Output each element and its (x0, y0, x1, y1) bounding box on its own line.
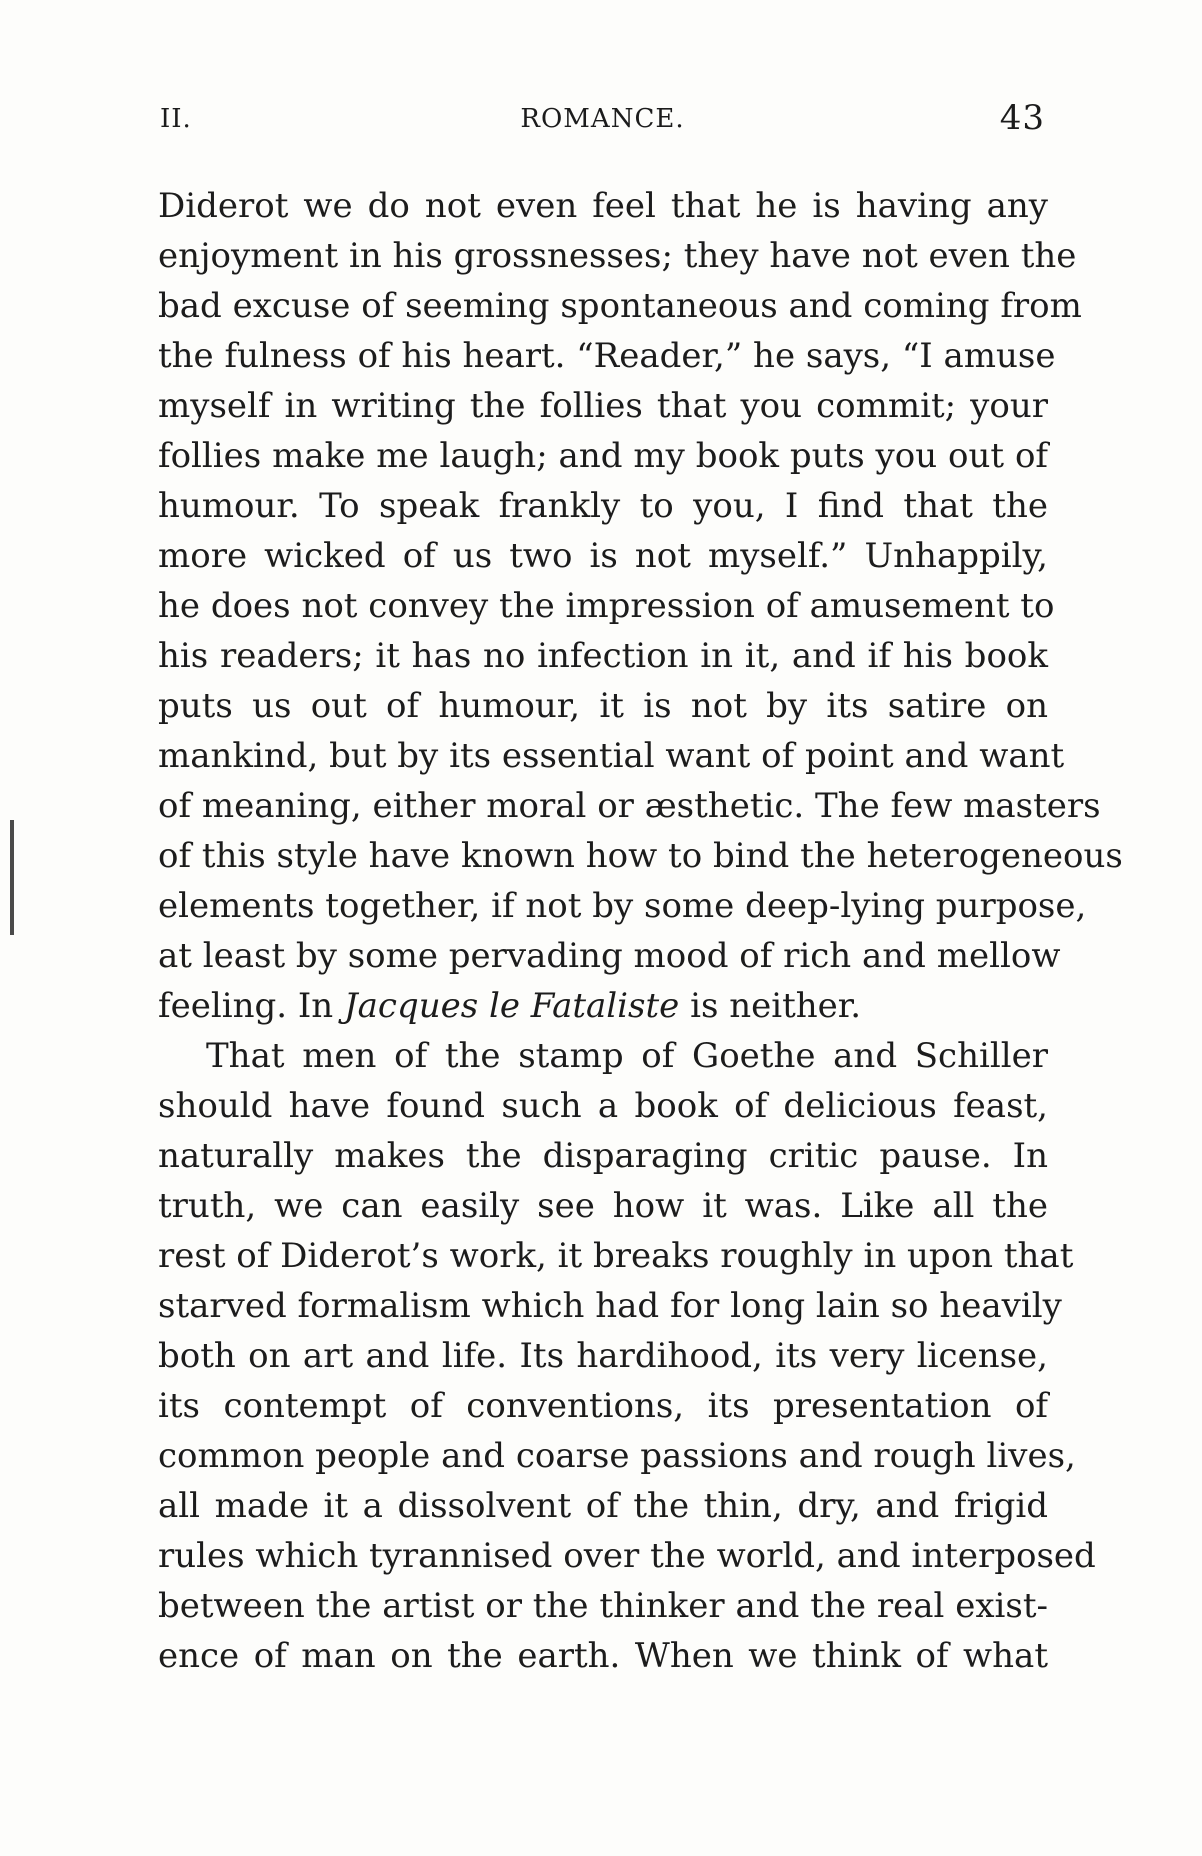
text-line: all made it a dissolvent of the thin, dry, and frigid (158, 1486, 1048, 1526)
text-line: of meaning, either moral or æsthetic. The few masters (158, 786, 1101, 826)
text-line: elements together, if not by some deep-lying purpose, (158, 886, 1087, 926)
text-line: truth, we can easily see how it was. Like all the (158, 1186, 1048, 1226)
paragraph-2 (158, 1031, 1096, 1681)
text-segment: is neither. (679, 986, 862, 1026)
text-line: enjoyment in his grossnesses; they have not even the (158, 236, 1077, 276)
body-text (158, 181, 1123, 1681)
text-line: its contempt of conventions, its presentation of (158, 1386, 1048, 1426)
text-line: his readers; it has no infection in it, and if his book (158, 636, 1048, 676)
running-header (160, 98, 1045, 144)
text-line: That men of the stamp of Goethe and Schiller (206, 1036, 1048, 1076)
text-line: puts us out of humour, it is not by its satire on (158, 686, 1048, 726)
text-line: bad excuse of seeming spontaneous and coming from (158, 286, 1082, 326)
text-line: more wicked of us two is not myself.” Unhappily, (158, 536, 1048, 576)
text-line: both on art and life. Its hardihood, its very license, (158, 1336, 1048, 1376)
page-number: 43 (999, 98, 1045, 138)
text-line: he does not convey the impression of amusement to (158, 586, 1055, 626)
text-line: ence of man on the earth. When we think of what (158, 1636, 1048, 1676)
text-line: mankind, but by its essential want of point and want (158, 736, 1065, 776)
text-line: rules which tyrannised over the world, and interposed (158, 1536, 1096, 1576)
running-title: ROMANCE. (520, 104, 685, 134)
section-number: II. (160, 104, 192, 134)
text-line: between the artist or the thinker and the real exist- (158, 1586, 1048, 1626)
paragraph-1 (158, 181, 1123, 1031)
text-line: at least by some pervading mood of rich and mellow (158, 936, 1061, 976)
text-line-last (158, 981, 1048, 1031)
text-line: Diderot we do not even feel that he is having any (158, 186, 1048, 226)
text-line: follies make me laugh; and my book puts you out of (158, 436, 1048, 476)
book-title-italic: Jacques le Fataliste (344, 986, 680, 1026)
text-line: myself in writing the follies that you commit; your (158, 386, 1048, 426)
text-line: rest of Diderot’s work, it breaks roughly in upon that (158, 1236, 1074, 1276)
text-line: humour. To speak frankly to you, I find that the (158, 486, 1048, 526)
text-line: common people and coarse passions and rough lives, (158, 1436, 1076, 1476)
text-line: should have found such a book of delicious feast, (158, 1086, 1048, 1126)
text-segment: feeling. In (158, 986, 344, 1026)
text-line: the fulness of his heart. “Reader,” he says, “I amuse (158, 336, 1056, 376)
text-line: of this style have known how to bind the heterogeneous (158, 836, 1123, 876)
text-line: naturally makes the disparaging critic pause. In (158, 1136, 1048, 1176)
margin-mark (10, 820, 14, 935)
text-line: starved formalism which had for long lain so heavily (158, 1286, 1062, 1326)
